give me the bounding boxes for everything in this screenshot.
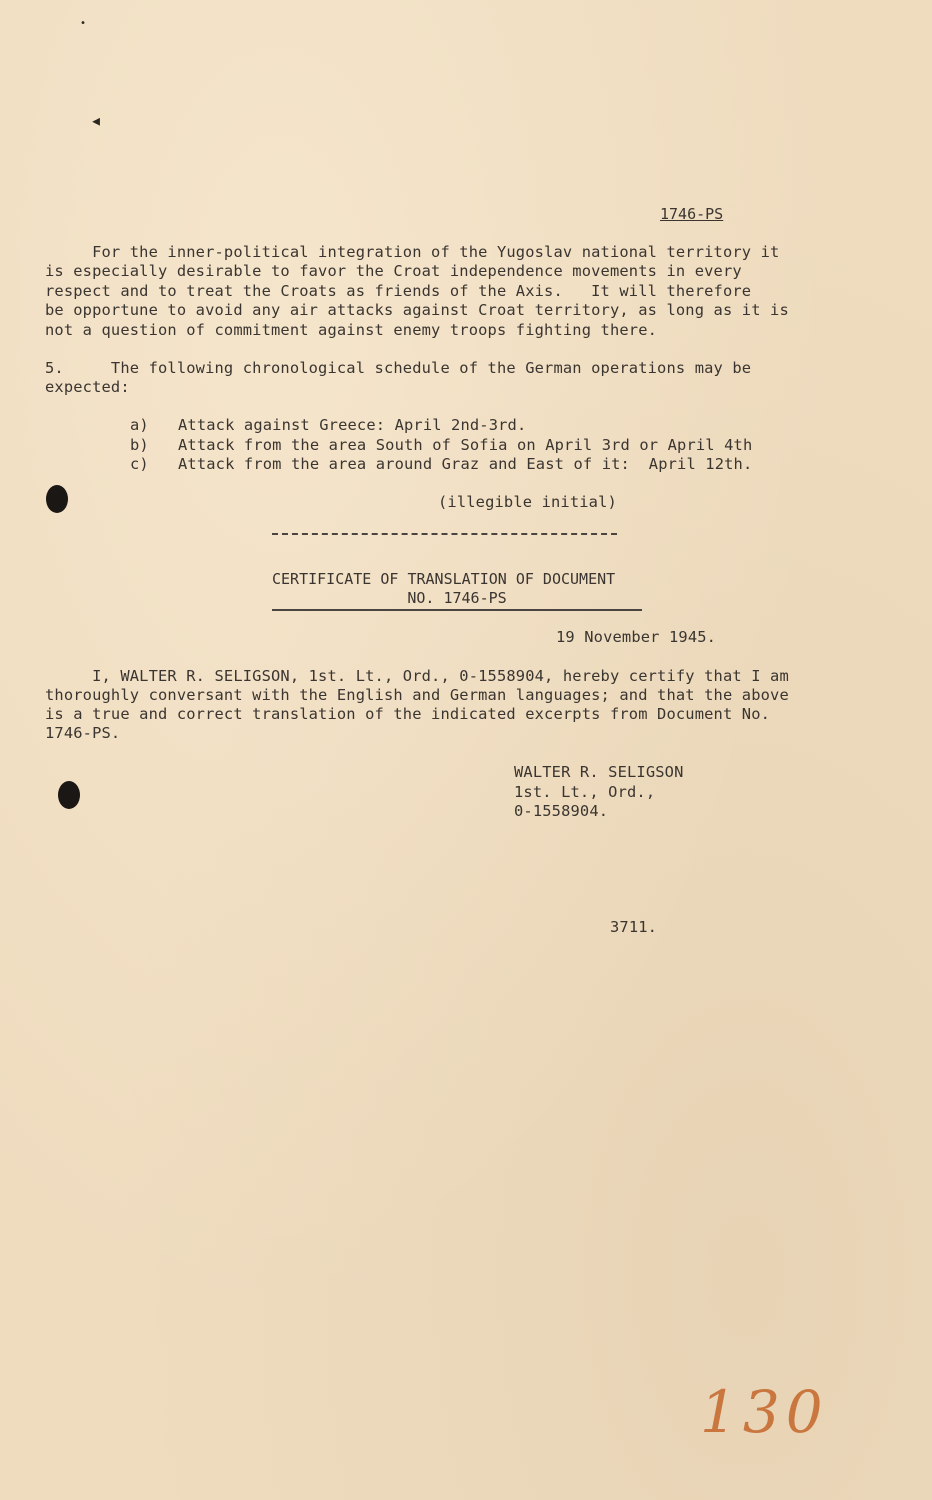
punch-hole <box>58 781 80 809</box>
paragraph-line: is a true and correct translation of the indicated excerpts from Document No. <box>45 705 771 723</box>
paragraph-line: 1746-PS. <box>45 724 121 742</box>
list-item-letter: b) <box>130 436 149 454</box>
dashed-divider <box>272 533 617 535</box>
paragraph-line: respect and to treat the Croats as friends of the Axis. It will therefore <box>45 282 752 300</box>
document-number-header: 1746-PS <box>660 205 724 223</box>
list-item-text: Attack from the area South of Sofia on April 3rd or April 4th <box>178 436 753 454</box>
list-item-letter: c) <box>130 455 149 473</box>
certificate-date: 19 November 1945. <box>556 628 717 646</box>
paragraph-line: be opportune to avoid any air attacks against Croat territory, as long as it is <box>45 301 789 319</box>
illegible-initial: (illegible initial) <box>438 493 617 511</box>
paragraph-line: For the inner-political integration of the Yugoslav national territory it <box>45 243 780 261</box>
signature-serial: 0-1558904. <box>514 802 609 820</box>
page-number: 3711. <box>610 918 658 936</box>
list-item-letter: a) <box>130 416 149 434</box>
certificate-title: CERTIFICATE OF TRANSLATION OF DOCUMENT <box>272 570 616 588</box>
paragraph-line: thoroughly conversant with the English and German languages; and that the above <box>45 686 789 704</box>
tick-mark: ◂ <box>90 108 103 132</box>
paragraph-line: is especially desirable to favor the Croat independence movements in every <box>45 262 742 280</box>
list-item-text: Attack from the area around Graz and East of it: April 12th. <box>178 455 753 473</box>
speck-mark: • <box>80 18 87 29</box>
paragraph-line: not a question of commitment against enemy troops fighting there. <box>45 321 658 339</box>
punch-hole <box>46 485 68 513</box>
paragraph-line: 5. The following chronological schedule of the German operations may be <box>45 359 752 377</box>
paragraph-line: expected: <box>45 378 130 396</box>
signature-rank: 1st. Lt., Ord., <box>514 783 656 801</box>
certificate-number: NO. 1746-PS <box>272 589 642 611</box>
signature-name: WALTER R. SELIGSON <box>514 763 684 781</box>
handwritten-number: 130 <box>700 1378 829 1446</box>
list-item-text: Attack against Greece: April 2nd-3rd. <box>178 416 527 434</box>
paragraph-line: I, WALTER R. SELIGSON, 1st. Lt., Ord., 0-1558904, hereby certify that I am <box>45 667 789 685</box>
